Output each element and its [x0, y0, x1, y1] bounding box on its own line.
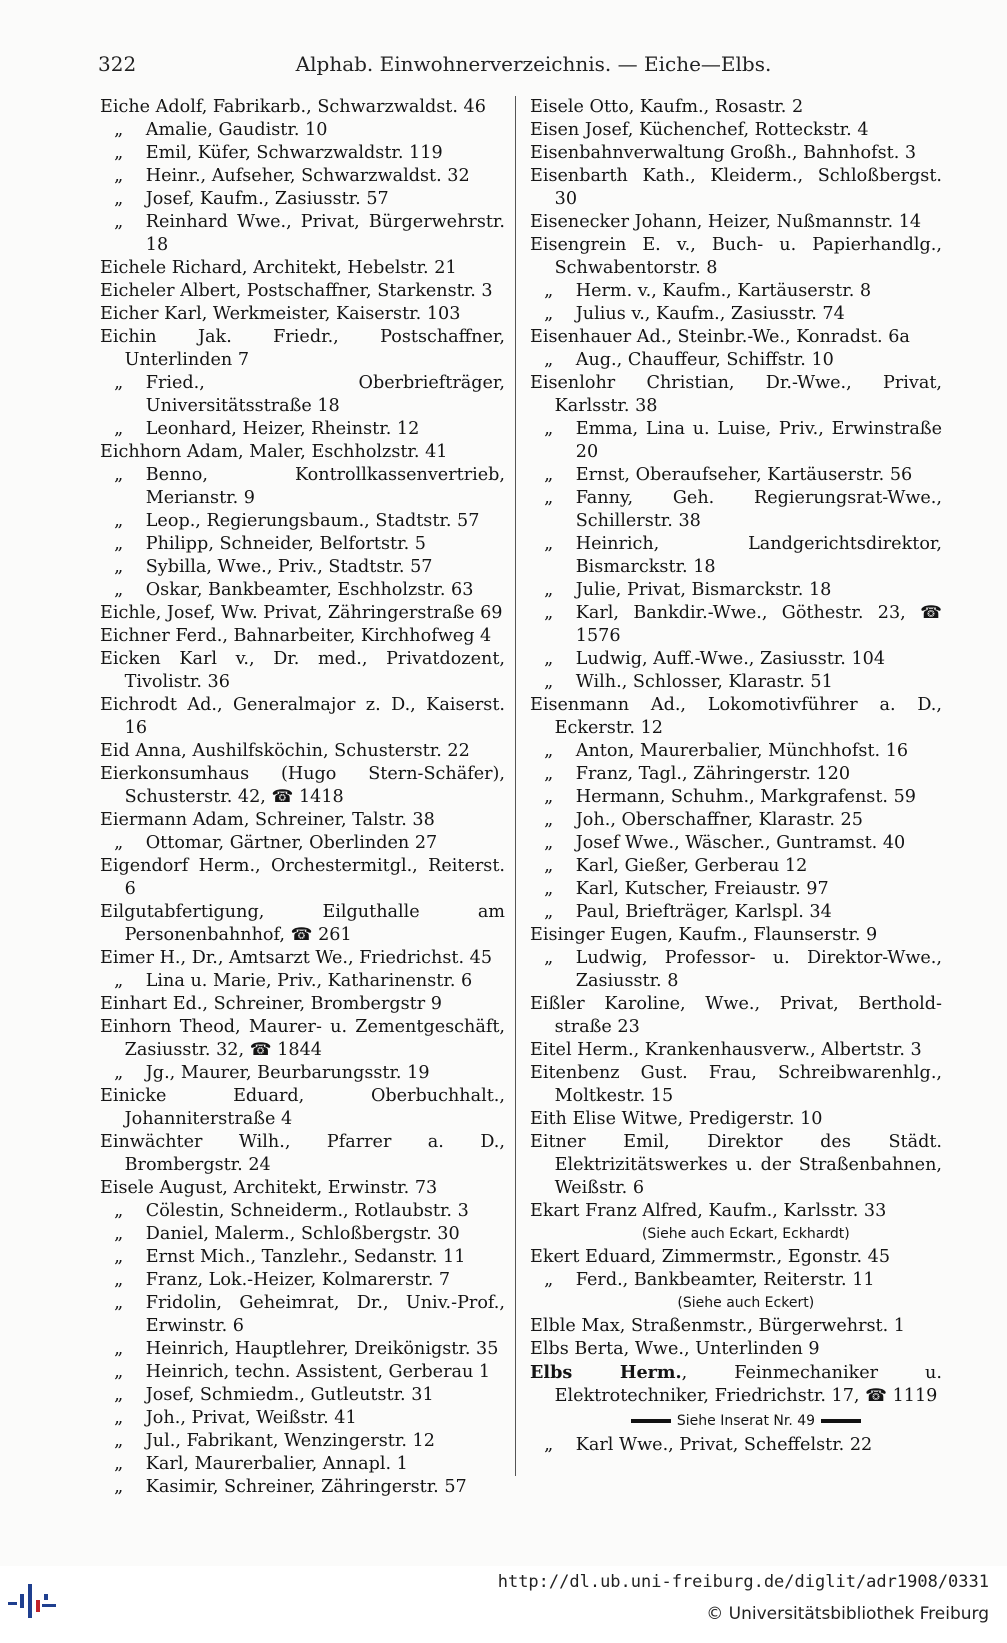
directory-entry: „ Oskar, Bankbeamter, Eschholzstr. 63 [100, 579, 505, 602]
directory-entry: „ Ernst, Oberaufseher, Kartäuserstr. 56 [530, 464, 942, 487]
directory-entry: Eid Anna, Aushilfsköchin, Schusterstr. 22 [100, 741, 470, 761]
directory-entry [530, 1361, 948, 1408]
column-divider [515, 96, 516, 1476]
directory-entry: „ Franz, Tagl., Zähringerstr. 120 [530, 763, 942, 786]
directory-entry: „ Fridolin, Geheimrat, Dr., Univ.-Prof., Erwinstr. 6 [100, 1292, 505, 1338]
directory-entry: „ Herm. v., Kaufm., Kartäuserstr. 8 [530, 280, 942, 303]
directory-entry: „ Franz, Lok.-Heizer, Kolmarerstr. 7 [100, 1269, 505, 1292]
directory-entry: „ Emil, Küfer, Schwarzwaldstr. 119 [100, 142, 505, 165]
directory-entry: „ Ludwig, Auff.-Wwe., Zasiusstr. 104 [530, 648, 942, 671]
directory-entry: Eisele Otto, Kaufm., Rosastr. 2 [530, 97, 804, 117]
directory-entry: Eichle, Josef, Ww. Privat, Zähringerstraße 69 [100, 603, 503, 623]
copyright-text: © Universitätsbibliothek Freiburg [706, 1604, 989, 1624]
entry-name-bold: Elbs Herm. [530, 1362, 682, 1383]
library-logo-icon [6, 1574, 66, 1634]
directory-entry: „ Kasimir, Schreiner, Zähringerstr. 57 [100, 1476, 505, 1499]
directory-entry: Eichner Ferd., Bahnarbeiter, Kirchhofweg 4 [100, 626, 492, 646]
source-url-link[interactable]: http://dl.ub.uni-freiburg.de/diglit/adr1908/0331 [497, 1572, 989, 1592]
directory-entry: „ Leop., Regierungsbaum., Stadtstr. 57 [100, 510, 505, 533]
directory-entry: „ Heinrich, Hauptlehrer, Dreikönigstr. 35 [100, 1338, 505, 1361]
directory-entry: „ Ferd., Bankbeamter, Reiterstr. 11 [530, 1269, 942, 1292]
directory-entry: Eimer H., Dr., Amtsarzt We., Friedrichst. 45 [100, 948, 493, 968]
directory-entry: Eitner Emil, Direktor des Städt. Elektrizitätswerkes u. der Straßenbahnen, Weißstr. 6 [530, 1132, 948, 1198]
directory-entry: „ Julie, Privat, Bismarckstr. 18 [530, 579, 942, 602]
directory-entry: „ Karl, Gießer, Gerberau 12 [530, 855, 942, 878]
directory-entry: Eisenbahnverwaltung Großh., Bahnhofst. 3 [530, 143, 917, 163]
directory-entry: Eisen Josef, Küchenchef, Rotteckstr. 4 [530, 120, 869, 140]
directory-entry: „ Leonhard, Heizer, Rheinstr. 12 [100, 418, 505, 441]
directory-entry: „ Cölestin, Schneiderm., Rotlaubstr. 3 [100, 1200, 505, 1223]
directory-entry: Einicke Eduard, Oberbuchhalt., Johanniterstraße 4 [100, 1086, 511, 1129]
directory-entry: Eitel Herm., Krankenhausverw., Albertstr. 3 [530, 1040, 922, 1060]
directory-entry: Einhorn Theod, Maurer- u. Zementgeschäft, Zasiusstr. 32, ☎ 1844 [100, 1017, 511, 1060]
directory-entry: Eiermann Adam, Schreiner, Talstr. 38 [100, 810, 435, 830]
page-number: 322 [98, 52, 137, 76]
directory-entry: „ Karl, Maurerbalier, Annapl. 1 [100, 1453, 505, 1476]
directory-entry: „ Karl, Kutscher, Freiaustr. 97 [530, 878, 942, 901]
page-title: Alphab. Einwohnerverzeichnis. — Eiche—Elbs. [295, 52, 772, 76]
directory-entry: „ Joh., Oberschaffner, Klarastr. 25 [530, 809, 942, 832]
directory-entry: „ Lina u. Marie, Priv., Katharinenstr. 6 [100, 970, 505, 993]
see-also-note: (Siehe auch Eckert) [677, 1295, 815, 1311]
directory-entry: „ Julius v., Kaufm., Zasiusstr. 74 [530, 303, 942, 326]
directory-entry: Eitenbenz Gust. Frau, Schreibwarenhlg., Moltkestr. 15 [530, 1063, 948, 1106]
directory-entry: Ekert Eduard, Zimmermstr., Egonstr. 45 [530, 1247, 891, 1267]
directory-entry: Elble Max, Straßenmstr., Bürgerwehrst. 1 [530, 1316, 905, 1336]
directory-entry: „ Wilh., Schlosser, Klarastr. 51 [530, 671, 942, 694]
directory-entry: Eichrodt Ad., Generalmajor z. D., Kaiserst. 16 [100, 695, 511, 738]
directory-entry: Eisele August, Architekt, Erwinstr. 73 [100, 1178, 438, 1198]
directory-entry: Eicher Karl, Werkmeister, Kaiserstr. 103 [100, 304, 461, 324]
directory-entry: Eisengrein E. v., Buch- u. Papierhandlg., Schwabentorstr. 8 [530, 235, 948, 278]
advert-reference-text: Siehe Inserat Nr. 49 [676, 1413, 816, 1429]
directory-entry: „ Philipp, Schneider, Belfortstr. 5 [100, 533, 505, 556]
directory-entry: „ Fanny, Geh. Regierungsrat-Wwe., Schillerstr. 38 [530, 487, 942, 533]
directory-entry: Eisenlohr Christian, Dr.-Wwe., Privat, Karlsstr. 38 [530, 373, 948, 416]
directory-entry: Eicheler Albert, Postschaffner, Starkenstr. 3 [100, 281, 493, 301]
directory-entry: „ Emma, Lina u. Luise, Priv., Erwinstraße 20 [530, 418, 942, 464]
directory-entry: „ Anton, Maurerbalier, Münchhofst. 16 [530, 740, 942, 763]
directory-entry: Eisenecker Johann, Heizer, Nußmannstr. 14 [530, 212, 922, 232]
directory-entry: „ Jul., Fabrikant, Wenzingerstr. 12 [100, 1430, 505, 1453]
directory-entry: Eisenbarth Kath., Kleiderm., Schloßbergst. 30 [530, 166, 948, 209]
directory-entry: „ Joh., Privat, Weißstr. 41 [100, 1407, 505, 1430]
directory-entry: „ Hermann, Schuhm., Markgrafenst. 59 [530, 786, 942, 809]
directory-entry: „ Ottomar, Gärtner, Oberlinden 27 [100, 832, 505, 855]
entry-details: , Feinmechaniker u. Elektrotechniker, Friedrichstr. 17, ☎ 1119 [554, 1363, 948, 1406]
see-also-note: (Siehe auch Eckart, Eckhardt) [641, 1226, 850, 1242]
directory-entry: „ Fried., Oberbriefträger, Universitätsstraße 18 [100, 372, 505, 418]
directory-entry: „ Josef Wwe., Wäscher., Guntramst. 40 [530, 832, 942, 855]
left-column [100, 96, 511, 1499]
page-header [0, 52, 1007, 80]
directory-entry: Eißler Karoline, Wwe., Privat, Berthold-straße 23 [530, 994, 942, 1037]
footer [0, 1566, 1007, 1643]
directory-entry: Eierkonsumhaus (Hugo Stern-Schäfer), Schusterstr. 42, ☎ 1418 [100, 764, 511, 807]
directory-entry: Eichhorn Adam, Maler, Eschholzstr. 41 [100, 442, 448, 462]
directory-entry: Eith Elise Witwe, Predigerstr. 10 [530, 1109, 823, 1129]
right-column [530, 96, 948, 1457]
directory-entry: „ Ludwig, Professor- u. Direktor-Wwe., Zasiusstr. 8 [530, 947, 942, 993]
directory-entry: „ Paul, Briefträger, Karlspl. 34 [530, 901, 942, 924]
directory-entry: „ Ernst Mich., Tanzlehr., Sedanstr. 11 [100, 1246, 505, 1269]
directory-entry: Einhart Ed., Schreiner, Brombergstr 9 [100, 994, 442, 1014]
directory-entry: Eiche Adolf, Fabrikarb., Schwarzwaldst. 46 [100, 97, 486, 117]
directory-entry: Eisinger Eugen, Kaufm., Flaunserstr. 9 [530, 925, 878, 945]
directory-entry: Eilgutabfertigung, Eilguthalle am Personenbahnhof, ☎ 261 [100, 902, 511, 945]
directory-entry: „ Daniel, Malerm., Schloßbergstr. 30 [100, 1223, 505, 1246]
directory-entry: Ekart Franz Alfred, Kaufm., Karlsstr. 33 [530, 1201, 887, 1221]
directory-entry: Eisenhauer Ad., Steinbr.-We., Konradst. 6a [530, 327, 910, 347]
directory-entry: „ Amalie, Gaudistr. 10 [100, 119, 505, 142]
advert-reference [550, 1408, 942, 1434]
directory-entry: „ Heinrich, Landgerichtsdirektor, Bismarckstr. 18 [530, 533, 942, 579]
directory-entry: Eicken Karl v., Dr. med., Privatdozent, Tivolistr. 36 [100, 649, 511, 692]
directory-entry: „ Aug., Chauffeur, Schiffstr. 10 [530, 349, 942, 372]
directory-entry: „ Benno, Kontrollkassenvertrieb, Merianstr. 9 [100, 464, 505, 510]
directory-entry: Einwächter Wilh., Pfarrer a. D., Brombergstr. 24 [100, 1132, 511, 1175]
directory-entry: „ Karl, Bankdir.-Wwe., Göthestr. 23, ☎ 1576 [530, 602, 942, 648]
directory-entry: „ Josef, Kaufm., Zasiusstr. 57 [100, 188, 505, 211]
directory-entry: Elbs Berta, Wwe., Unterlinden 9 [530, 1339, 820, 1359]
directory-entry: „ Heinr., Aufseher, Schwarzwaldst. 32 [100, 165, 505, 188]
directory-entry: „ Josef, Schmiedm., Gutleutstr. 31 [100, 1384, 505, 1407]
directory-entry: Eichele Richard, Architekt, Hebelstr. 21 [100, 258, 457, 278]
directory-entry: „ Karl Wwe., Privat, Scheffelstr. 22 [530, 1434, 942, 1457]
directory-entry: „ Sybilla, Wwe., Priv., Stadtstr. 57 [100, 556, 505, 579]
directory-entry: „ Reinhard Wwe., Privat, Bürgerwehrstr. 18 [100, 211, 505, 257]
directory-entry: Eisenmann Ad., Lokomotivführer a. D., Eckerstr. 12 [530, 695, 948, 738]
directory-entry: „ Jg., Maurer, Beurbarungsstr. 19 [100, 1062, 505, 1085]
directory-entry: Eichin Jak. Friedr., Postschaffner, Unterlinden 7 [100, 327, 511, 370]
directory-entry: Eigendorf Herm., Orchestermitgl., Reiterst. 6 [100, 856, 511, 899]
directory-entry: „ Heinrich, techn. Assistent, Gerberau 1 [100, 1361, 505, 1384]
